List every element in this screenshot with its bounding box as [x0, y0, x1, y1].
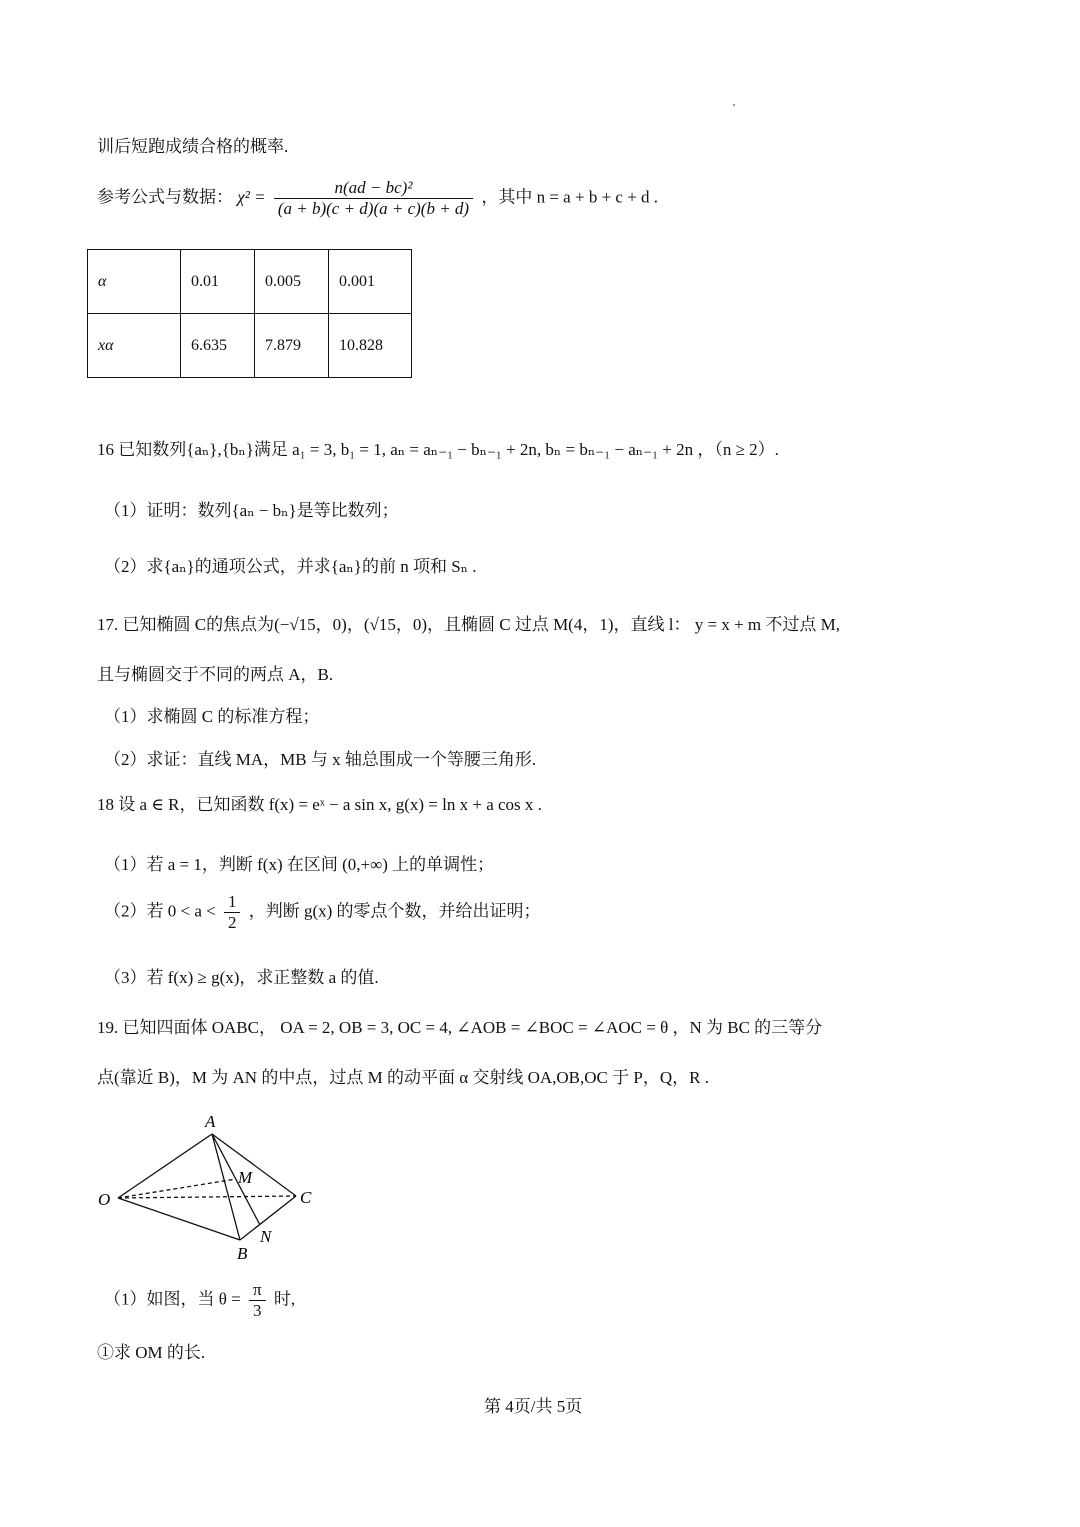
fraction-numerator: n(ad − bc)² — [274, 178, 473, 199]
fraction-denominator: 3 — [253, 1301, 262, 1320]
edge-AB — [212, 1134, 240, 1240]
text-line: 训后短跑成绩合格的概率. — [97, 137, 289, 156]
formula-prefix: 参考公式与数据： — [97, 187, 233, 207]
fraction-denominator: (a + b)(c + d)(a + c)(b + d) — [277, 199, 470, 218]
question-19: 19. 已知四面体 OABC， OA = 2, OB = 3, OC = 4, ∠AOB = ∠BOC = ∠AOC = θ ，N 为 BC 的三等分 — [97, 1018, 823, 1037]
table-cell: 0.005 — [255, 250, 329, 314]
label-O: O — [98, 1190, 111, 1209]
question-18-part-3: （3）若 f(x) ≥ g(x)，求正整数 a 的值. — [104, 968, 379, 987]
question-16-part-1: （1）证明：数列{aₙ − bₙ}是等比数列； — [104, 501, 399, 520]
table-cell: 0.01 — [181, 250, 255, 314]
question-17: 17. 已知椭圆 C的焦点为(−√15，0)，(√15，0)，且椭圆 C 过点 M(4，1)，直线 l： y = x + m 不过点 M, — [97, 615, 840, 634]
label-B: B — [237, 1244, 248, 1263]
text: ，判断 g(x) 的零点个数，并给出证明； — [248, 901, 541, 921]
edge-OA — [118, 1134, 212, 1198]
table-cell: 0.001 — [329, 250, 412, 314]
question-16-part-2: （2）求{aₙ}的通项公式，并求{aₙ}的前 n 项和 Sₙ . — [104, 557, 477, 576]
critical-value-table — [87, 249, 412, 378]
question-17-part-1: （1）求椭圆 C 的标准方程； — [104, 707, 320, 726]
label-C: C — [300, 1188, 312, 1207]
page-footer: 第 4页/共 5页 — [484, 1397, 583, 1416]
question-18: 18 设 a ∈ R，已知函数 f(x) = eˣ − a sin x, g(x) = ln x + a cos x . — [97, 795, 542, 814]
question-17-cont: 且与椭圆交于不同的两点 A，B. — [97, 665, 334, 684]
table-cell: α — [88, 250, 181, 314]
text: （1）如图，当 θ = — [104, 1289, 241, 1309]
edge-AC — [212, 1134, 296, 1196]
label-N: N — [260, 1227, 272, 1246]
text: 时, — [273, 1289, 296, 1309]
table-row — [88, 250, 412, 314]
question-19-part-1-i: ①求 OM 的长. — [97, 1343, 206, 1362]
table-cell: 6.635 — [181, 314, 255, 378]
fraction-denominator: 2 — [227, 913, 237, 932]
table-cell: xα — [88, 314, 181, 378]
fraction-pi-over-3 — [249, 1280, 266, 1321]
edge-OC-hidden — [118, 1196, 296, 1198]
question-17-part-2: （2）求证：直线 MA，MB 与 x 轴总围成一个等腰三角形. — [104, 750, 537, 769]
question-16: 16 已知数列{aₙ},{bₙ}满足 a₁ = 3, b₁ = 1, aₙ = aₙ₋₁ − bₙ₋₁ + 2n, bₙ = bₙ₋₁ − aₙ₋₁ + 2n ，（n ≥ 2）. — [97, 440, 779, 459]
label-M: M — [238, 1168, 253, 1187]
segment-OM — [118, 1179, 236, 1198]
question-18-part-2 — [104, 892, 541, 933]
table-cell: 7.879 — [255, 314, 329, 378]
question-19-part-1 — [104, 1280, 295, 1321]
label-A: A — [205, 1112, 216, 1131]
fraction-numerator: π — [249, 1280, 266, 1301]
chi-square-symbol: χ² = — [237, 187, 266, 207]
stray-dot — [733, 104, 735, 106]
question-18-part-1: （1）若 a = 1，判断 f(x) 在区间 (0,+∞) 上的单调性； — [104, 855, 495, 874]
fraction-numerator: 1 — [224, 892, 241, 913]
formula-suffix: ，其中 n = a + b + c + d . — [481, 187, 659, 207]
edge-OB — [118, 1198, 240, 1240]
table-row — [88, 314, 412, 378]
tetrahedron-figure — [90, 1105, 330, 1265]
table-cell: 10.828 — [329, 314, 412, 378]
fraction-one-half — [224, 892, 241, 933]
question-19-cont: 点(靠近 B)，M 为 AN 的中点，过点 M 的动平面 α 交射线 OA,OB,OC 于 P，Q，R . — [97, 1068, 709, 1087]
reference-formula — [97, 178, 658, 219]
chi-square-fraction — [274, 178, 473, 219]
text: （2）若 0 < a < — [104, 901, 216, 921]
